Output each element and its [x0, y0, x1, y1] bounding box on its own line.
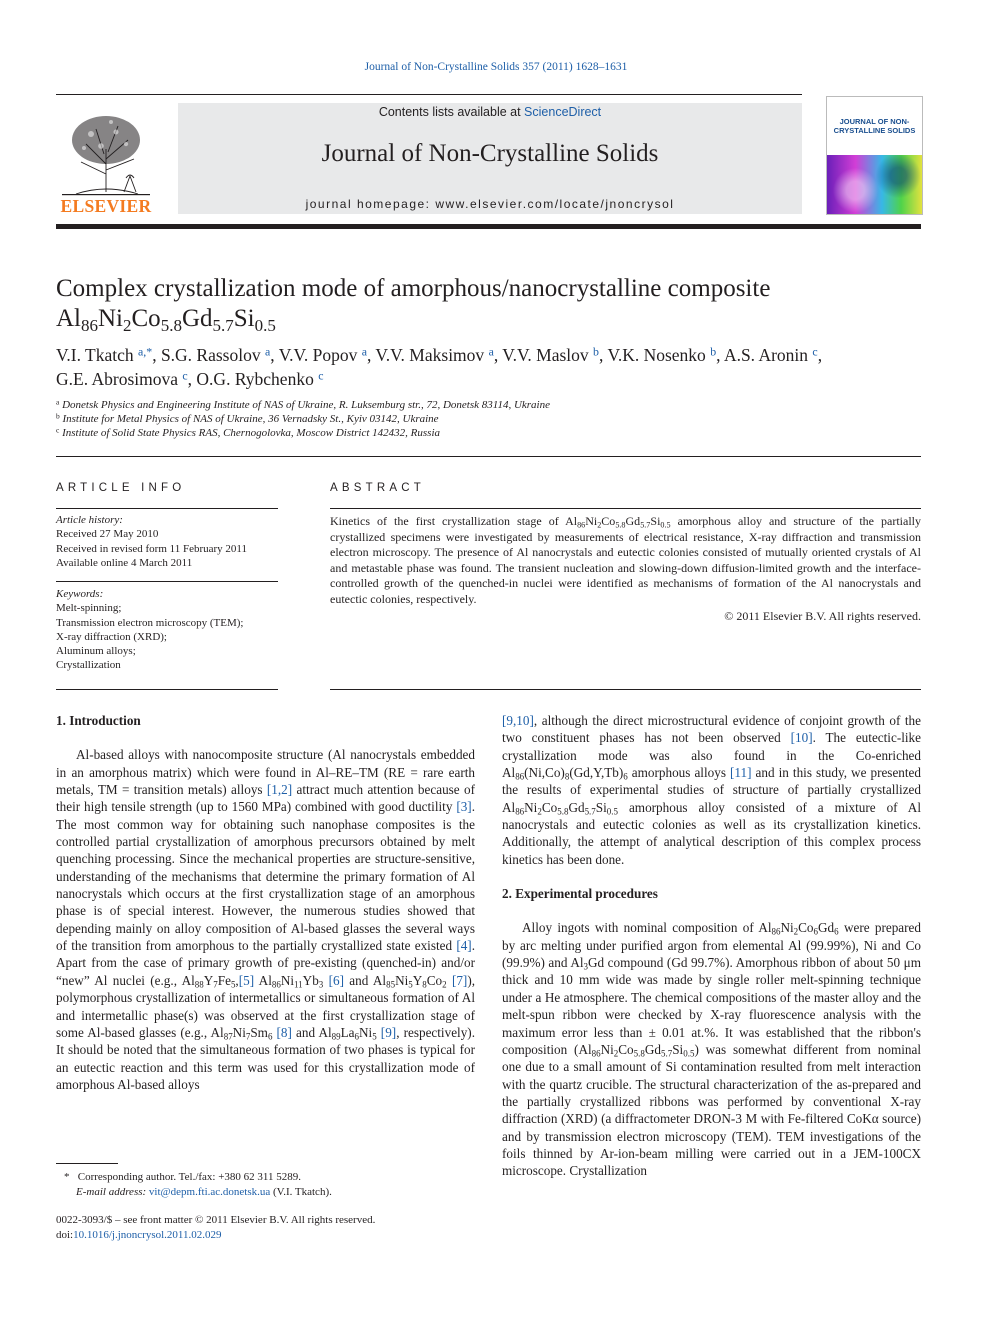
citation-link[interactable]: [1,2] [266, 782, 293, 798]
article-history [56, 513, 278, 570]
abstract-top-rule [330, 508, 921, 509]
citation-link[interactable]: [6] [328, 972, 344, 988]
citation-link[interactable]: [11] [730, 765, 752, 781]
citation-link[interactable]: [8] [276, 1024, 292, 1040]
author[interactable]: G.E. Abrosimova $^c$ [56, 368, 188, 389]
abstract-bottom-rule [330, 689, 921, 690]
author[interactable]: V.V. Popov $^a$ [278, 344, 367, 365]
article-info-bottom-rule [56, 689, 278, 690]
cover-title: JOURNAL OF NON-CRYSTALLINE SOLIDS [833, 117, 916, 135]
email-link[interactable]: vit@depm.fti.ac.donetsk.ua [148, 1186, 271, 1198]
keyword: Transmission electron microscopy (TEM); [56, 616, 244, 629]
contents-prefix: Contents lists available at [378, 105, 525, 119]
issn-line: 0022-3093/$ – see front matter © 2011 Elsevier B.V. All rights reserved. [56, 1214, 376, 1226]
history-label: Article history: [56, 514, 123, 526]
doi-line: doi:10.1016/j.jnoncrysol.2011.02.029 [56, 1228, 222, 1241]
citation-link[interactable]: [7] [451, 972, 468, 988]
contents-line [178, 105, 802, 119]
section-heading-experimental: 2. Experimental procedures [502, 886, 658, 902]
masthead-top-rule [56, 94, 802, 95]
header-thick-rule [56, 224, 921, 229]
keyword: X-ray diffraction (XRD); [56, 630, 167, 643]
keywords-label: Keywords: [56, 588, 104, 600]
abstract-text: Kinetics of the first crystallization stage of $Al_{86}Ni_2Co_{5.8}Gd_{5.7}Si_{0.5}$ amorphous alloy and structure of the partially crystallized specimens were investigated by measurements of electrical resistance, X-ray diffraction and transmission electron microscopy. The presence of Al nanocrystals and eutectic colonies consisted of mutually oriented crystals of Al and metastable phase was found. The transient nucleation and slowing-down diffusion-limited growth and the interface-controlled growth of the quenched-in nuclei were identified as mechanisms of formation of the Al nanocrystals and eutectic colonies, respectively. [330, 514, 921, 606]
title-block-rule [56, 456, 921, 457]
citation-link[interactable]: [10] [790, 730, 813, 746]
keyword: Aluminum alloys; [56, 645, 136, 658]
body-column-right [502, 712, 921, 1180]
footnote-rule [56, 1163, 118, 1164]
author-list: V.I. Tkatch $^{a,*}$, S.G. Rassolov $^a$, V.V. Popov $^a$, V.V. Maksimov $^a$, V.V. Maslov $^b$, V.K. Nosenko $^b$, A.S. Aronin $^c$, G.E. Abrosimova $^c$, O.G. Rybchenko $^c$ [56, 344, 823, 389]
journal-citation[interactable]: Journal of Non-Crystalline Solids 357 (2011) 1628–1631 [364, 61, 628, 73]
author[interactable]: V.V. Maksimov $^a$ [375, 344, 494, 365]
journal-title: Journal of Non-Crystalline Solids [321, 140, 659, 167]
affiliation-a: $^a$ Donetsk Physics and Engineering Institute of NAS of Ukraine, R. Luksemburg str., 72, Donetsk 83114, Ukraine [56, 397, 550, 411]
keyword: Crystallization [56, 659, 121, 672]
citation-link[interactable]: [9] [380, 1024, 397, 1040]
article-info-rule [56, 508, 278, 509]
article-info-heading: ARTICLE INFO [56, 482, 186, 494]
intro-paragraph-continued: [9,10], although the direct microstructural evidence of conjoint growth of the two constituent phases has not been observed [10]. The eutectic-like crystallization mode was also found in the Co-enriched $Al_{86}(Ni,Co)_8(Gd,Y,Tb)_6$ amorphous alloys [11] and in this study, we presented the results of experimental studies of structure of partially crystallized $Al_{86}Ni_2Co_{5.8}Gd_{5.7}Si_{0.5}$ amorphous alloy consisted of a mixture of Al nanocrystals and eutectic colonies as well as its crystallization kinetics. Additionally, the attempt of analytical description of this complex process kinetics has been done. [502, 713, 921, 867]
affiliation-b: $^b$ Institute for Metal Physics of NAS of Ukraine, 36 Vernadsky St., Kyiv 03142, Ukraine [56, 411, 439, 425]
experimental-paragraph: Alloy ingots with nominal composition of $Al_{86}Ni_2Co_6Gd_6$ were prepared by arc melting under purified argon from elemental Al (99.99%), Ni and Co (99.9%) and $Al_3Gd$ compound (Gd 99.7%). Amorphous ribbon of about 50 μm thick and 10 mm wide was made by single roller melt-spinning technique under a He atmosphere. The chemical compositions of the master alloy and the melt-spun ribbon were checked by X-ray fluorescence analysis with the maximum error less than ± 0.01 at.%. It was established that the ribbon's composition $(Al_{86}Ni_2Co_{5.8}Gd_{5.7}Si_{0.5})$ was somewhat different from nominal one due to a small amount of Si contamination resulted from melt interaction with the quartz crucible. The structural characterization of the as-prepared and the partially crystallized ribbons was performed by conventional X-ray diffraction (XRD) (a diffractometer DRON-3 M with Fe-filtered CoKα source) and by transmission electron microscopy (TEM). TEM investigations of the foils thinned by Ar-ion-beam milling were carried out in a JEM-100CX microscope. Crystallization [502, 920, 922, 1179]
author[interactable]: O.G. Rybchenko $^c$ [196, 368, 324, 389]
history-received: Received 27 May 2010 [56, 528, 159, 541]
author[interactable]: S.G. Rassolov $^a$ [160, 344, 271, 365]
body-column-left [56, 712, 475, 1093]
section-heading-introduction: 1. Introduction [56, 713, 141, 728]
doi-link[interactable]: 10.1016/j.jnoncrysol.2011.02.029 [73, 1228, 222, 1241]
citation-link[interactable]: [9,10] [502, 713, 534, 728]
keywords-rule [56, 581, 278, 582]
title-line-1: Complex crystallization mode of amorphous/nanocrystalline composite [56, 275, 771, 302]
journal-homepage[interactable]: journal homepage: www.elsevier.com/locate/jnoncrysol [305, 197, 675, 211]
citation-link[interactable]: [5] [238, 972, 255, 988]
title-formula: $Al_{86}Ni_2Co_{5.8}Gd_{5.7}Si_{0.5}$ [56, 305, 276, 335]
affiliation-c: $^c$ Institute of Solid State Physics RAS, Chernogolovka, Moscow District 142432, Russia [56, 425, 441, 439]
abstract-heading: ABSTRACT [330, 482, 425, 494]
author[interactable]: V.K. Nosenko $^b$ [607, 344, 717, 365]
corresponding-author-footnote: * Corresponding author. Tel./fax: +380 62 311 5289. E-mail address: vit@depm.fti.ac.donetsk.ua (V.I. Tkatch). [64, 1171, 332, 1198]
sciencedirect-link[interactable]: ScienceDirect [524, 105, 602, 119]
author[interactable]: A.S. Aronin $^c$ [723, 344, 818, 365]
intro-paragraph: Al-based alloys with nanocomposite structure (Al nanocrystals embedded in an amorphous matrix) which were found in Al–RE–TM (RE = rare earth metals, TM = transition metals) alloys [1,2] attract much attention because of their high tensile strength (up to 1560 MPa) combined with good ductility [3]. The most common way for obtaining such nanophase composites is the controlled partial crystallization of amorphous precursors obtained by melt quenching processing. Since the mechanical properties are structure-sensitive, understanding of the mechanisms that determine the primary formation of Al nanocrystals which occurs at the first crystallization stage of an amorphous phase is of special interest. However, the numerous studies showed that depending mainly on alloy composition of Al-based glasses the several ways of the transition from amorphous to the partially crystallized state existed [4]. Apart from the case of primary growth of pre-existing (quenched-in) and/or “new” Al nuclei (e.g., $Al_{88}Y_7Fe_5,[5]$ $Al_{86}Ni_{11}Yb_3$ [6] and $Al_{85}Ni_5Y_8Co_2$ [7]), polymorphous crystallization of intermetallics or simultaneous formation of Al and intermetallic phase(s) was observed at the first crystallization stage of some Al-based glasses (e.g., $Al_{87}Ni_7Sm_6$ [8] and $Al_{89}La_6Ni_5$ [9], respectively). It should be noted that the simultaneous formation of two phases is typical for an eutectic reaction and this term was used for this crystallization mode of amorphous Al-based alloys [56, 747, 476, 1092]
citation-link[interactable]: [3] [456, 799, 472, 815]
affiliations [56, 398, 926, 440]
front-matter [56, 1213, 475, 1242]
article-title [56, 274, 926, 334]
history-online: Available online 4 March 2011 [56, 556, 193, 569]
journal-cover-thumbnail[interactable] [826, 96, 923, 215]
author[interactable]: V.V. Maslov $^b$ [502, 344, 599, 365]
keyword: Melt-spinning; [56, 602, 122, 615]
elsevier-wordmark[interactable]: ELSEVIER [60, 196, 152, 216]
abstract-copyright: © 2011 Elsevier B.V. All rights reserved. [724, 609, 921, 623]
cover-art-image [827, 155, 922, 214]
author[interactable]: V.I. Tkatch $^{a,*}$ [56, 344, 153, 365]
citation-link[interactable]: [4] [456, 938, 472, 954]
keywords [56, 587, 278, 673]
history-revised: Received in revised form 11 February 2011 [56, 542, 248, 555]
